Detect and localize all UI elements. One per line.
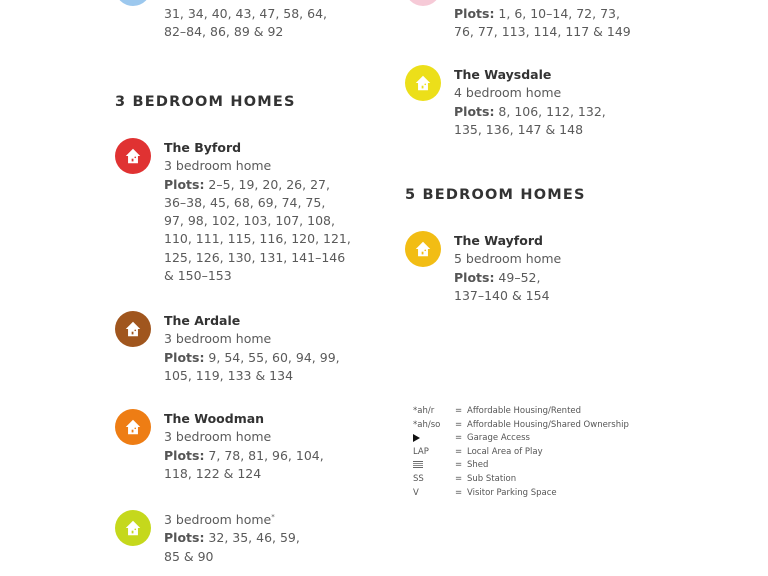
house-icon-wayford (405, 231, 441, 267)
home-name: The Wayford (454, 233, 543, 248)
home-name: The Ardale (164, 313, 241, 328)
legend-row (413, 419, 629, 433)
legend-key: *ah/so (413, 419, 441, 430)
plots-line: 97, 98, 102, 103, 107, 108, (164, 213, 335, 229)
legend-equals: = (455, 473, 463, 484)
legend-row (413, 405, 629, 419)
shed-icon (413, 461, 423, 468)
legend-desc: Shed (467, 460, 489, 471)
plots-line: 7, 78, 81, 96, 104, (204, 447, 324, 463)
legend-row (413, 487, 629, 501)
legend-desc: Visitor Parking Space (467, 487, 557, 498)
section-heading-5-bedroom: 5 BEDROOM HOMES (405, 187, 586, 203)
legend-desc: Affordable Housing/Rented (467, 406, 582, 416)
legend-row (413, 432, 629, 446)
plots-line: 9, 54, 55, 60, 94, 99, (204, 349, 340, 365)
footnote-marker: * (271, 513, 275, 521)
legend-equals: = (455, 446, 463, 457)
legend-key: SS (413, 473, 424, 484)
plots-line: & 150–153 (164, 268, 232, 284)
plots-line: 49–52, (494, 269, 541, 285)
section-heading-3-bedroom: 3 BEDROOM HOMES (115, 94, 296, 110)
home-entry-waysdale (454, 66, 606, 139)
house-icon-waysdale (405, 65, 441, 101)
legend-equals: = (455, 460, 463, 471)
garage-triangle-icon (413, 434, 420, 442)
plots-label: Plots: (454, 6, 495, 21)
legend-row (413, 473, 629, 487)
legend-key: V (413, 487, 419, 498)
plots-label: Plots: (454, 103, 495, 119)
legend-equals: = (455, 487, 463, 498)
plots-line: 137–140 & 154 (454, 287, 550, 303)
plots-line: 82–84, 86, 89 & 92 (164, 24, 284, 40)
plots-line: 85 & 90 (164, 548, 214, 564)
plots-line: 118, 122 & 124 (164, 465, 262, 481)
plots-label: Plots: (454, 269, 495, 285)
home-name: The Byford (164, 140, 242, 155)
legend-key: LAP (413, 446, 429, 457)
house-glyph-icon (124, 147, 142, 165)
house-icon-partial-blue (115, 0, 151, 6)
home-entry-wayford (454, 232, 561, 305)
house-icon-ardale (115, 311, 151, 347)
home-name: The Waysdale (454, 67, 552, 82)
continued-plots-right (454, 5, 631, 42)
legend-equals: = (455, 419, 463, 430)
legend-equals: = (455, 433, 463, 444)
house-glyph-icon (124, 519, 142, 537)
legend-row (413, 446, 629, 460)
plots-line: 1, 6, 10–14, 72, 73, (494, 6, 620, 21)
plots-line: 36–38, 45, 68, 69, 74, 75, (164, 194, 326, 210)
home-type: 4 bedroom home (454, 85, 562, 101)
house-icon-partial-pink (405, 0, 441, 6)
plots-line: 110, 111, 115, 116, 120, 121, (164, 231, 351, 247)
legend (413, 405, 629, 500)
home-name: The Woodman (164, 411, 265, 426)
house-icon-byford (115, 138, 151, 174)
home-entry-ardale (164, 312, 340, 385)
legend-row (413, 459, 629, 473)
house-glyph-icon (414, 74, 432, 92)
legend-equals: = (455, 406, 463, 416)
plots-line: 105, 119, 133 & 134 (164, 367, 294, 383)
house-icon-affordable (115, 510, 151, 546)
legend-desc: Affordable Housing/Shared Ownership (467, 419, 629, 430)
house-glyph-icon (124, 320, 142, 338)
home-entry-byford (164, 139, 351, 285)
legend-desc: Sub Station (467, 473, 517, 484)
plots-line: 125, 126, 130, 131, 141–146 (164, 249, 346, 265)
plots-line: 8, 106, 112, 132, (494, 103, 606, 119)
plots-line: 32, 35, 46, 59, (204, 530, 300, 546)
plots-line: 135, 136, 147 & 148 (454, 121, 584, 137)
plots-label: Plots: (164, 176, 205, 192)
home-type: 3 bedroom home (164, 512, 272, 528)
home-entry-woodman (164, 410, 324, 483)
house-icon-woodman (115, 409, 151, 445)
home-type: 5 bedroom home (454, 251, 562, 267)
legend-desc: Local Area of Play (467, 446, 543, 457)
plots-line: 76, 77, 113, 114, 117 & 149 (454, 24, 631, 40)
home-type: 3 bedroom home (164, 331, 272, 347)
plots-label: Plots: (164, 349, 205, 365)
plots-line: 2–5, 19, 20, 26, 27, (204, 176, 330, 192)
house-glyph-icon (414, 240, 432, 258)
home-entry-affordable (164, 508, 300, 566)
legend-desc: Garage Access (467, 433, 530, 444)
house-glyph-icon (124, 418, 142, 436)
continued-plots-left (164, 5, 327, 42)
legend-key: *ah/r (413, 406, 435, 416)
plots-line: 31, 34, 40, 43, 47, 58, 64, (164, 6, 327, 21)
home-type: 3 bedroom home (164, 429, 272, 445)
home-type: 3 bedroom home (164, 158, 272, 174)
plots-label: Plots: (164, 530, 205, 546)
plots-label: Plots: (164, 447, 205, 463)
